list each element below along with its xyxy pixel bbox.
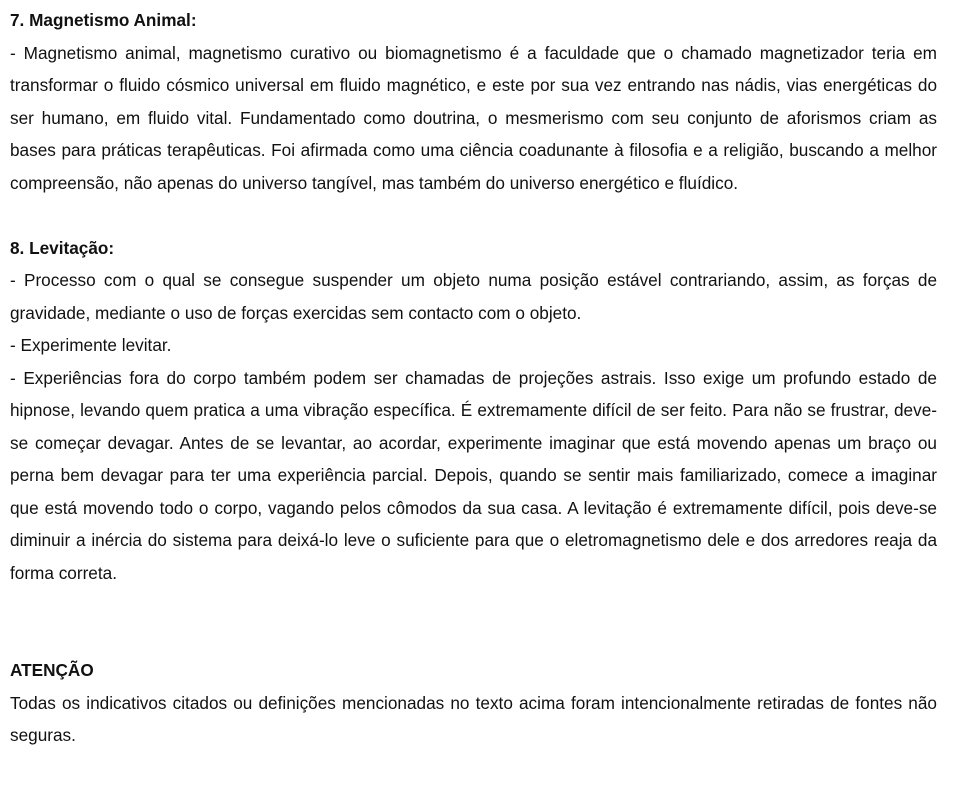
section-spacer <box>10 589 937 654</box>
section-paragraph: - Experiências fora do corpo também podem ser chamadas de projeções astrais. Isso exige um profundo estado de hipnose, levando quem pratica a uma vibração específica. É extremamente difícil de ser feito. Para não se frustrar, deve-se começar devagar. Antes de se levantar, ao acordar, experimente imaginar que está movendo apenas um braço ou perna bem devagar para ter uma experiência parcial. Depois, quando se sentir mais familiarizado, comece a imaginar que está movendo todo o corpo, vagando pelos cômodos da sua casa. A levitação é extremamente difícil, pois deve-se diminuir a inércia do sistema para deixá-lo leve o suficiente para que o eletromagnetismo dele e dos arredores reaja da forma correta. <box>10 367 937 583</box>
section-magnetismo-animal <box>10 4 937 199</box>
section-paragraph: - Magnetismo animal, magnetismo curativo ou biomagnetismo é a faculdade que o chamado magnetizador teria em transformar o fluido cósmico universal em fluido magnético, e este por sua vez entrando nas nádis, vias energéticas do ser humano, em fluido vital. Fundamentado como doutrina, o mesmerismo com seu conjunto de aforismos criam as bases para práticas terapêuticas. Foi afirmada como uma ciência coadunante à filosofia e a religião, buscando a melhor compreensão, não apenas do universo tangível, mas também do universo energético e fluídico. <box>10 42 937 193</box>
section-paragraph: - Processo com o qual se consegue suspender um objeto numa posição estável contrariando, assim, as forças de gravidade, mediante o uso de forças exercidas sem contacto com o objeto. <box>10 270 937 323</box>
notice-text: Todas os indicativos citados ou definições mencionadas no texto acima foram intencionalmente retiradas de fontes não seguras. <box>10 692 937 745</box>
notice-heading: ATENÇÃO <box>10 660 94 680</box>
section-heading: 7. Magnetismo Animal: <box>10 10 197 30</box>
section-spacer <box>10 199 937 232</box>
section-heading: 8. Levitação: <box>10 237 115 258</box>
section-levitacao <box>10 232 937 590</box>
document-body <box>10 4 937 752</box>
notice-section <box>10 654 937 752</box>
section-paragraph: - Experimente levitar. <box>10 335 172 355</box>
